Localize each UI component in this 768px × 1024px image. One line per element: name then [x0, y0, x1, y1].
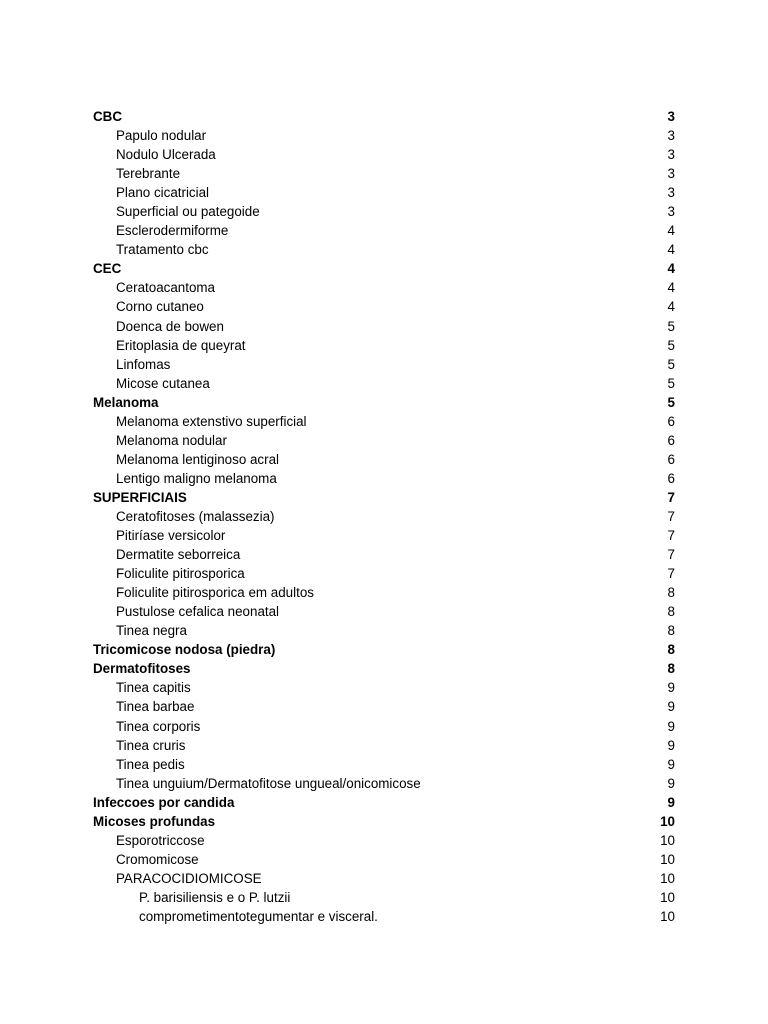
toc-entry-page-number: 5: [667, 394, 675, 410]
toc-entry-page-number: 10: [660, 870, 675, 886]
toc-entry[interactable]: [93, 412, 675, 431]
toc-entry-page-number: 9: [667, 756, 675, 772]
toc-entry-page-number: 6: [667, 470, 675, 486]
toc-entry-page-number: 7: [667, 547, 675, 563]
toc-entry[interactable]: [93, 850, 675, 869]
toc-entry-page-number: 6: [667, 432, 675, 448]
toc-entry-page-number: 3: [667, 147, 675, 163]
toc-entry[interactable]: [93, 469, 675, 488]
toc-entry-title: CBC: [93, 109, 123, 124]
toc-entry[interactable]: [93, 107, 675, 126]
toc-entry-title: Tinea cruris: [116, 737, 186, 753]
toc-entry-title: Eritoplasia de queyrat: [116, 337, 246, 353]
toc-entry-page-number: 6: [667, 413, 675, 429]
toc-entry[interactable]: [93, 640, 675, 659]
toc-entry[interactable]: [93, 278, 675, 297]
toc-entry-title: Corno cutaneo: [116, 299, 204, 315]
toc-entry-title: Superficial ou pategoide: [116, 204, 260, 220]
toc-entry-page-number: 3: [667, 185, 675, 201]
toc-entry-title: Foliculite pitirosporica em adultos: [116, 585, 314, 601]
toc-entry-title: Ceratoacantoma: [116, 280, 215, 296]
toc-entry-title: Tinea pedis: [116, 756, 185, 772]
toc-entry-title: Esporotriccose: [116, 832, 205, 848]
toc-entry-title: Tratamento cbc: [116, 242, 209, 258]
toc-entry[interactable]: [93, 526, 675, 545]
toc-entry-page-number: 3: [667, 166, 675, 182]
toc-entry-page-number: 10: [660, 908, 675, 924]
toc-entry-page-number: 8: [667, 642, 675, 658]
toc-entry[interactable]: [93, 450, 675, 469]
toc-entry[interactable]: [93, 869, 675, 888]
toc-entry[interactable]: [93, 793, 675, 812]
toc-entry-page-number: 5: [667, 318, 675, 334]
toc-entry-title: P. barisiliensis e o P. lutzii: [139, 889, 291, 905]
toc-entry-page-number: 9: [667, 718, 675, 734]
toc-entry[interactable]: [93, 717, 675, 736]
toc-entry-title: PARACOCIDIOMICOSE: [116, 870, 262, 886]
toc-entry[interactable]: [93, 583, 675, 602]
toc-entry[interactable]: [93, 488, 675, 507]
toc-entry[interactable]: [93, 736, 675, 755]
toc-entry-page-number: 7: [667, 489, 675, 505]
toc-entry[interactable]: [93, 145, 675, 164]
toc-entry[interactable]: [93, 183, 675, 202]
toc-entry[interactable]: [93, 221, 675, 240]
toc-entry-title: CEC: [93, 261, 122, 277]
toc-entry[interactable]: [93, 126, 675, 145]
toc-entry-title: Doenca de bowen: [116, 318, 224, 334]
toc-entry-page-number: 8: [667, 604, 675, 620]
toc-entry-title: Tinea negra: [116, 623, 187, 639]
toc-entry-title: comprometimentotegumentar e visceral.: [139, 908, 378, 924]
toc-entry[interactable]: [93, 297, 675, 316]
toc-entry[interactable]: [93, 621, 675, 640]
toc-entry[interactable]: [93, 755, 675, 774]
toc-entry-page-number: 7: [667, 528, 675, 544]
toc-entry-page-number: 5: [667, 337, 675, 353]
toc-entry-title: Pitiríase versicolor: [116, 528, 226, 544]
toc-entry-title: Foliculite pitirosporica: [116, 566, 245, 582]
toc-entry-page-number: 3: [667, 204, 675, 220]
toc-entry-page-number: 4: [667, 223, 675, 239]
toc-entry-title: Melanoma lentiginoso acral: [116, 451, 280, 467]
toc-entry[interactable]: [93, 564, 675, 583]
toc-entry[interactable]: [93, 507, 675, 526]
toc-entry[interactable]: [93, 831, 675, 850]
toc-entry-page-number: 9: [667, 680, 675, 696]
toc-entry-page-number: 10: [660, 889, 675, 905]
toc-entry-title: Cromomicose: [116, 851, 199, 867]
toc-entry-page-number: 5: [667, 356, 675, 372]
toc-entry[interactable]: [93, 545, 675, 564]
toc-entry[interactable]: [93, 374, 675, 393]
toc-entry-page-number: 6: [667, 451, 675, 467]
toc-entry-title: Melanoma: [93, 394, 159, 410]
toc-entry-title: Ceratofitoses (malassezia): [116, 508, 275, 524]
toc-entry-page-number: 4: [667, 299, 675, 315]
toc-entry-page-number: 8: [667, 623, 675, 639]
toc-entry-title: Micose cutanea: [116, 375, 210, 391]
toc-entry[interactable]: [93, 202, 675, 221]
toc-entry-title: Tinea unguium/Dermatofitose ungueal/onicomicose: [116, 775, 421, 791]
toc-entry-title: Lentigo maligno melanoma: [116, 470, 277, 486]
toc-entry-page-number: 7: [667, 566, 675, 582]
toc-entry-title: Dermatofitoses: [93, 661, 191, 677]
toc-entry-page-number: 4: [667, 261, 675, 277]
toc-entry[interactable]: [93, 888, 675, 907]
table-of-contents: [93, 107, 675, 926]
toc-entry-page-number: 8: [667, 661, 675, 677]
toc-entry[interactable]: [93, 602, 675, 621]
toc-entry-title: Tinea corporis: [116, 718, 201, 734]
toc-entry[interactable]: [93, 907, 675, 926]
toc-entry-title: Micoses profundas: [93, 813, 216, 829]
toc-entry[interactable]: [93, 317, 675, 336]
toc-entry-page-number: 9: [667, 794, 675, 810]
toc-entry[interactable]: [93, 336, 675, 355]
toc-entry-page-number: 3: [667, 128, 675, 144]
toc-entry[interactable]: [93, 774, 675, 793]
toc-entry[interactable]: [93, 240, 675, 259]
toc-entry-title: Linfomas: [116, 356, 171, 372]
toc-entry-title: Pustulose cefalica neonatal: [116, 604, 280, 620]
toc-entry[interactable]: [93, 355, 675, 374]
toc-entry-title: Dermatite seborreica: [116, 547, 241, 563]
toc-entry-title: Plano cicatricial: [116, 185, 210, 201]
toc-entry-title: Nodulo Ulcerada: [116, 147, 216, 163]
toc-entry-title: SUPERFICIAIS: [93, 489, 187, 505]
toc-entry[interactable]: [93, 697, 675, 716]
toc-entry-page-number: 9: [667, 737, 675, 753]
toc-entry[interactable]: [93, 164, 675, 183]
toc-entry-page-number: 9: [667, 775, 675, 791]
toc-entry-page-number: 10: [660, 832, 675, 848]
toc-entry[interactable]: [93, 812, 675, 831]
toc-entry-page-number: 3: [667, 109, 675, 124]
toc-entry-title: Tinea capitis: [116, 680, 191, 696]
toc-entry[interactable]: [93, 259, 675, 278]
toc-entry-title: Infeccoes por candida: [93, 794, 235, 810]
toc-entry-page-number: 7: [667, 508, 675, 524]
toc-entry-page-number: 5: [667, 375, 675, 391]
toc-entry-page-number: 10: [660, 851, 675, 867]
toc-entry-page-number: 10: [660, 813, 675, 829]
toc-entry-title: Esclerodermiforme: [116, 223, 229, 239]
toc-entry[interactable]: [93, 678, 675, 697]
toc-entry-title: Papulo nodular: [116, 128, 207, 144]
toc-entry-title: Tinea barbae: [116, 699, 195, 715]
toc-entry-title: Terebrante: [116, 166, 181, 182]
toc-entry-page-number: 4: [667, 242, 675, 258]
toc-entry[interactable]: [93, 431, 675, 450]
toc-entry-page-number: 9: [667, 699, 675, 715]
toc-entry[interactable]: [93, 393, 675, 412]
toc-entry-title: Melanoma extenstivo superficial: [116, 413, 307, 429]
toc-entry-page-number: 8: [667, 585, 675, 601]
toc-entry-title: Melanoma nodular: [116, 432, 227, 448]
toc-entry-page-number: 4: [667, 280, 675, 296]
toc-entry[interactable]: [93, 659, 675, 678]
toc-entry-title: Tricomicose nodosa (piedra): [93, 642, 276, 658]
